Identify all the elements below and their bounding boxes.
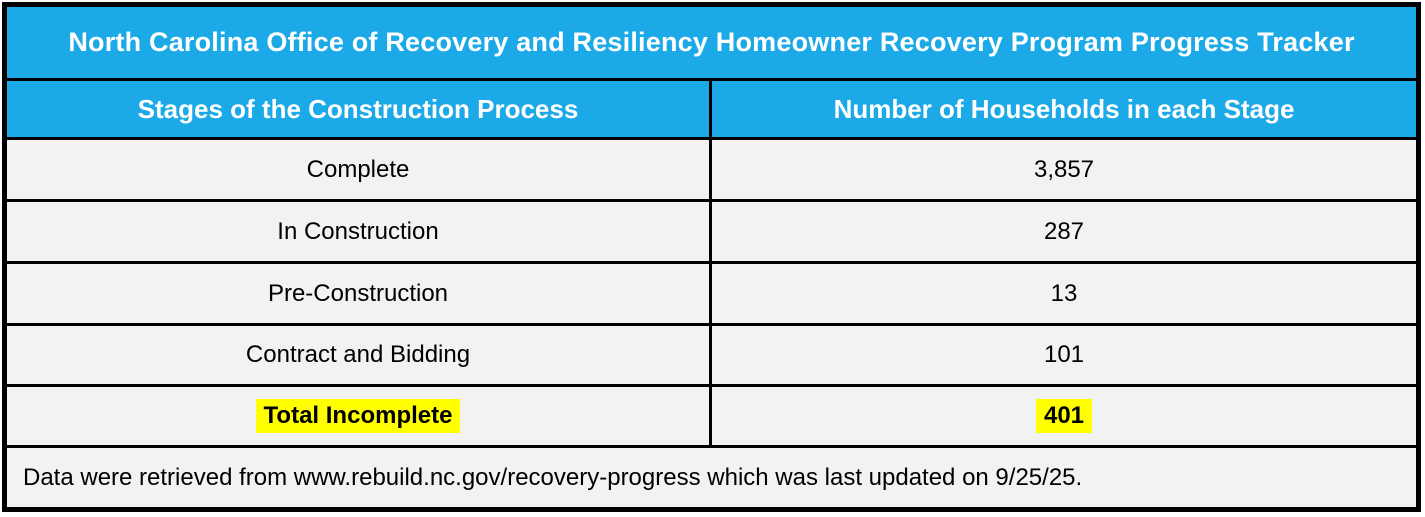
stage-cell-complete: Complete [7, 140, 709, 199]
column-header-households: Number of Households in each Stage [712, 81, 1416, 137]
stage-cell-total-incomplete [7, 387, 709, 445]
households-cell-complete: 3,857 [712, 140, 1416, 199]
households-cell-contract-and-bidding: 101 [712, 326, 1416, 384]
stage-cell-in-construction: In Construction [7, 202, 709, 261]
households-cell-total-incomplete [712, 387, 1416, 445]
progress-tracker-table [2, 2, 1421, 512]
table-title: North Carolina Office of Recovery and Resiliency Homeowner Recovery Program Progress Tracker [7, 7, 1416, 78]
column-header-stages: Stages of the Construction Process [7, 81, 709, 137]
source-note: Data were retrieved from www.rebuild.nc.gov/recovery-progress which was last updated on 9/25/25. [7, 448, 1416, 507]
households-cell-in-construction: 287 [712, 202, 1416, 261]
stage-cell-contract-and-bidding: Contract and Bidding [7, 326, 709, 384]
households-cell-pre-construction: 13 [712, 264, 1416, 323]
highlight-total-incomplete-value: 401 [1036, 399, 1092, 433]
stage-cell-pre-construction: Pre-Construction [7, 264, 709, 323]
highlight-total-incomplete-label: Total Incomplete [256, 399, 461, 433]
